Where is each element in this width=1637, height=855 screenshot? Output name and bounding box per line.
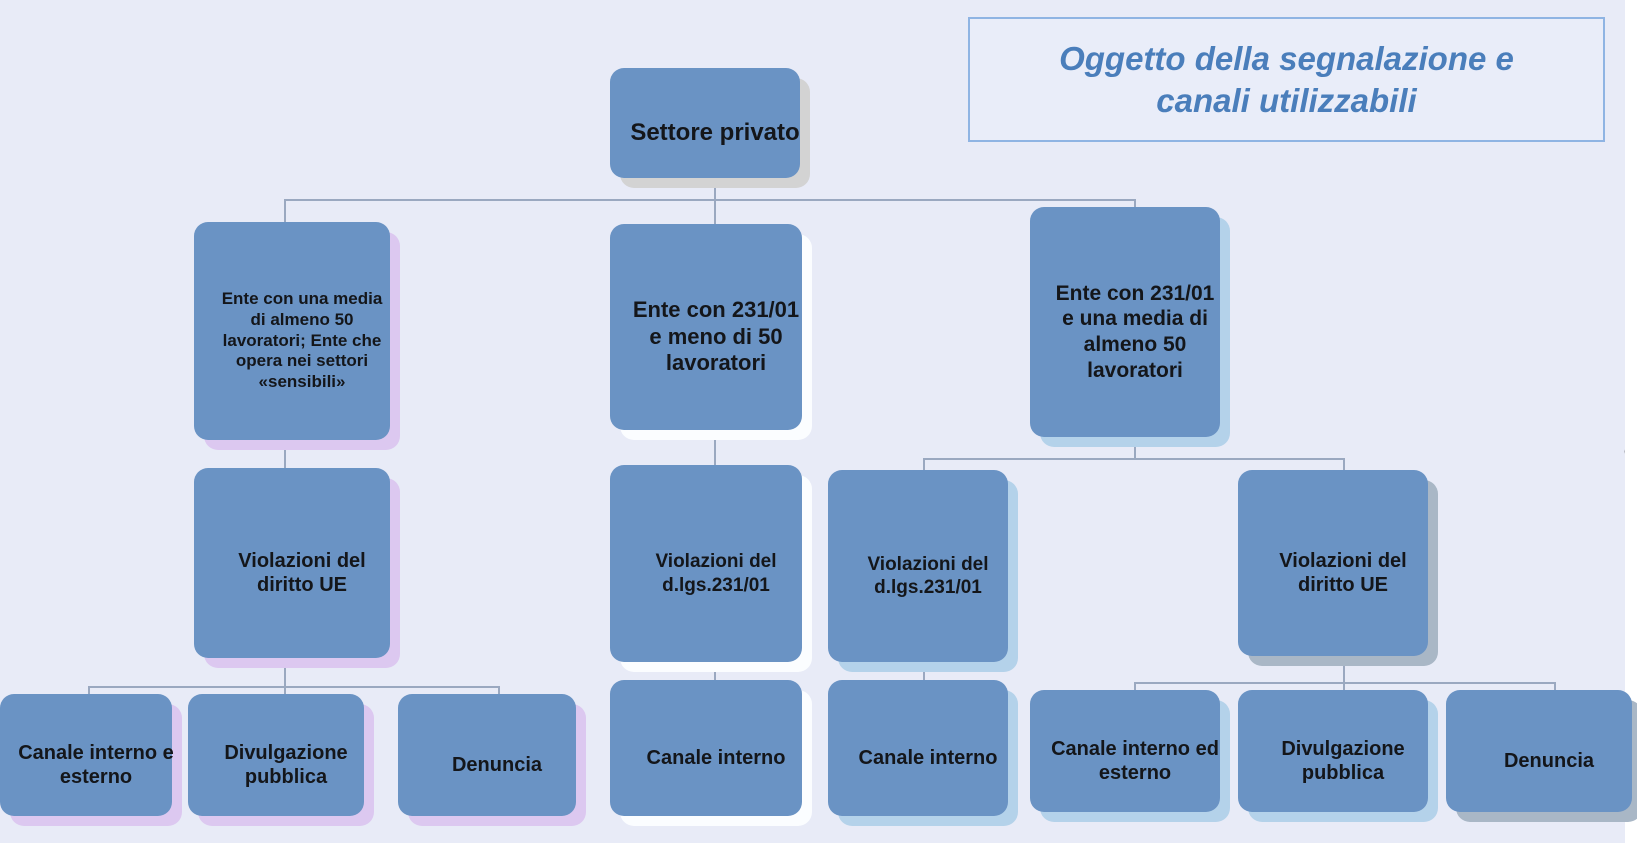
- connector-violation-c2-down: [1343, 666, 1345, 682]
- node-canale-interno-b-label: Canale interno: [646, 746, 786, 769]
- connector-c-bus: [923, 458, 1343, 460]
- node-canale-interno-esterno-c[interactable]: [1040, 700, 1230, 822]
- node-canale-interno-c-label: Canale interno: [858, 746, 998, 769]
- node-denuncia-c-label: Denuncia: [1503, 749, 1595, 772]
- node-violazioni-231-c[interactable]: [838, 480, 1018, 672]
- node-violazioni-231-b-label: Violazioni del d.lgs.231/01: [655, 551, 777, 596]
- node-settore-privato-label: Settore privato: [630, 119, 800, 147]
- title-line-2: canali utilizzabili: [1156, 81, 1417, 119]
- connector-channels-a-bus: [88, 686, 498, 688]
- node-denuncia-a-label: Denuncia: [451, 753, 543, 776]
- node-canale-interno-esterno-a[interactable]: [10, 704, 182, 826]
- title-line-1: Oggetto della segnalazione e: [1059, 40, 1514, 78]
- node-violazioni-231-c-label: Violazioni del d.lgs.231/01: [867, 553, 989, 598]
- slide-bottom-margin: [0, 843, 1637, 855]
- node-denuncia-c[interactable]: [1456, 700, 1637, 822]
- node-divulgazione-pubblica-c-label: Divulgazione pubblica: [1281, 737, 1405, 784]
- node-violazioni-231-b[interactable]: [620, 475, 812, 672]
- node-ente-media-50-label: Ente con una media di almeno 50 lavoratori; Ente che opera nei settori «sensibili»: [221, 289, 383, 392]
- node-ente-media-50[interactable]: [204, 232, 400, 450]
- node-ente-231-meno-50[interactable]: [620, 234, 812, 440]
- node-violazioni-ue-c[interactable]: [1248, 480, 1438, 666]
- node-ente-231-media-50[interactable]: [1040, 217, 1230, 447]
- node-divulgazione-pubblica-c[interactable]: [1248, 700, 1438, 822]
- connector-top-bus: [284, 199, 1136, 201]
- node-divulgazione-pubblica-a-label: Divulgazione pubblica: [224, 741, 348, 788]
- node-violazioni-ue-a[interactable]: [204, 478, 400, 668]
- node-settore-privato[interactable]: [620, 78, 810, 188]
- node-canale-interno-b[interactable]: [620, 690, 812, 826]
- connector-violation-a-down: [284, 668, 286, 686]
- node-ente-231-meno-50-label: Ente con 231/01 e meno di 50 lavoratori: [632, 296, 800, 376]
- node-violazioni-ue-c-label: Violazioni del diritto UE: [1279, 549, 1407, 596]
- node-denuncia-a[interactable]: [408, 704, 586, 826]
- page-title: [1045, 38, 1528, 121]
- node-canale-interno-c[interactable]: [838, 690, 1018, 826]
- title-box: [968, 17, 1605, 142]
- connector-bus-drop-a: [284, 199, 286, 223]
- node-ente-231-media-50-label: Ente con 231/01 e una media di almeno 50 lavoratori: [1055, 281, 1215, 382]
- node-violazioni-ue-a-label: Violazioni del diritto UE: [238, 549, 366, 596]
- node-canale-interno-esterno-c-label: Canale interno ed esterno: [1051, 737, 1219, 784]
- node-divulgazione-pubblica-a[interactable]: [198, 704, 374, 826]
- node-canale-interno-esterno-a-label: Canale interno e esterno: [18, 741, 174, 788]
